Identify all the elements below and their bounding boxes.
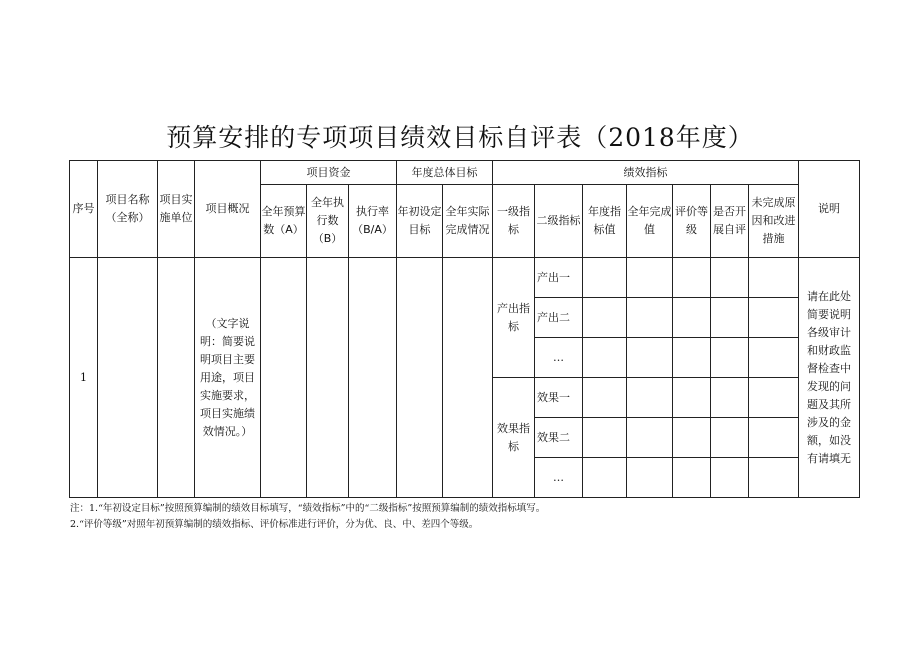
cell-empty — [627, 338, 673, 378]
cell-empty — [711, 258, 749, 298]
cell-initial-goal — [397, 258, 443, 498]
header-level2: 二级指标 — [535, 185, 583, 258]
output-item: … — [535, 338, 583, 378]
cell-unit — [158, 258, 195, 498]
header-funds-group: 项目资金 — [261, 161, 397, 185]
cell-empty — [673, 338, 711, 378]
cell-empty — [583, 378, 627, 418]
cell-empty — [711, 378, 749, 418]
header-measures: 未完成原因和改进措施 — [749, 185, 799, 258]
cell-empty — [673, 298, 711, 338]
header-level1: 一级指标 — [493, 185, 535, 258]
cell-empty — [583, 458, 627, 498]
cell-empty — [711, 418, 749, 458]
cell-empty — [749, 378, 799, 418]
header-self-eval: 是否开展自评 — [711, 185, 749, 258]
header-remark: 说明 — [799, 161, 860, 258]
header-annual-value: 年度指标值 — [583, 185, 627, 258]
cell-empty — [583, 298, 627, 338]
cell-executed — [307, 258, 349, 498]
cell-empty — [627, 258, 673, 298]
cell-empty — [749, 338, 799, 378]
output-indicator-label: 产出指标 — [493, 258, 535, 378]
footnote-1: 注：1.“年初设定目标”按照预算编制的绩效目标填写，“绩效指标”中的“二级指标”按照预算编制的绩效指标填写。 — [70, 503, 546, 514]
header-executed: 全年执行数（B） — [307, 185, 349, 258]
cell-empty — [711, 338, 749, 378]
cell-empty — [749, 298, 799, 338]
cell-empty — [627, 418, 673, 458]
header-annual-goal-group: 年度总体目标 — [397, 161, 493, 185]
header-overview: 项目概况 — [195, 161, 261, 258]
header-initial-goal: 年初设定目标 — [397, 185, 443, 258]
cell-exec-rate — [349, 258, 397, 498]
footnote-2: 2.“评价等级”对照年初预算编制的绩效指标、评价标准进行评价，分为优、良、中、差四个等级。 — [70, 519, 479, 530]
effect-item: 效果二 — [535, 418, 583, 458]
cell-empty — [749, 258, 799, 298]
cell-empty — [673, 378, 711, 418]
header-grade: 评价等级 — [673, 185, 711, 258]
effect-indicator-label: 效果指标 — [493, 378, 535, 498]
cell-empty — [673, 458, 711, 498]
effect-item: 效果一 — [535, 378, 583, 418]
page-title: 预算安排的专项项目绩效目标自评表（2018年度） — [166, 123, 754, 152]
effect-item: … — [535, 458, 583, 498]
cell-empty — [627, 298, 673, 338]
remark-text: 请在此处简要说明各级审计和财政监督检查中发现的问题及其所涉及的金额，如没有请填无 — [799, 258, 860, 498]
cell-empty — [627, 378, 673, 418]
cell-project-name — [98, 258, 158, 498]
cell-empty — [711, 458, 749, 498]
header-done-value: 全年完成值 — [627, 185, 673, 258]
cell-empty — [583, 258, 627, 298]
cell-empty — [583, 418, 627, 458]
cell-empty — [711, 298, 749, 338]
cell-actual-done — [443, 258, 493, 498]
header-seq: 序号 — [70, 161, 98, 258]
header-indicators-group: 绩效指标 — [493, 161, 799, 185]
overview-text: （文字说明：简要说明项目主要用途，项目实施要求，项目实施绩效情况。） — [195, 258, 261, 498]
header-exec-rate: 执行率（B/A） — [349, 185, 397, 258]
cell-empty — [627, 458, 673, 498]
cell-empty — [749, 418, 799, 458]
cell-empty — [673, 258, 711, 298]
cell-empty — [673, 418, 711, 458]
row-seq: 1 — [70, 258, 98, 498]
output-item: 产出一 — [535, 258, 583, 298]
cell-empty — [749, 458, 799, 498]
header-actual-done: 全年实际完成情况 — [443, 185, 493, 258]
cell-empty — [583, 338, 627, 378]
header-unit: 项目实施单位 — [158, 161, 195, 258]
header-project-name: 项目名称（全称） — [98, 161, 158, 258]
output-item: 产出二 — [535, 298, 583, 338]
evaluation-table — [69, 160, 860, 498]
cell-budget-total — [261, 258, 307, 498]
header-budget-total: 全年预算数（A） — [261, 185, 307, 258]
